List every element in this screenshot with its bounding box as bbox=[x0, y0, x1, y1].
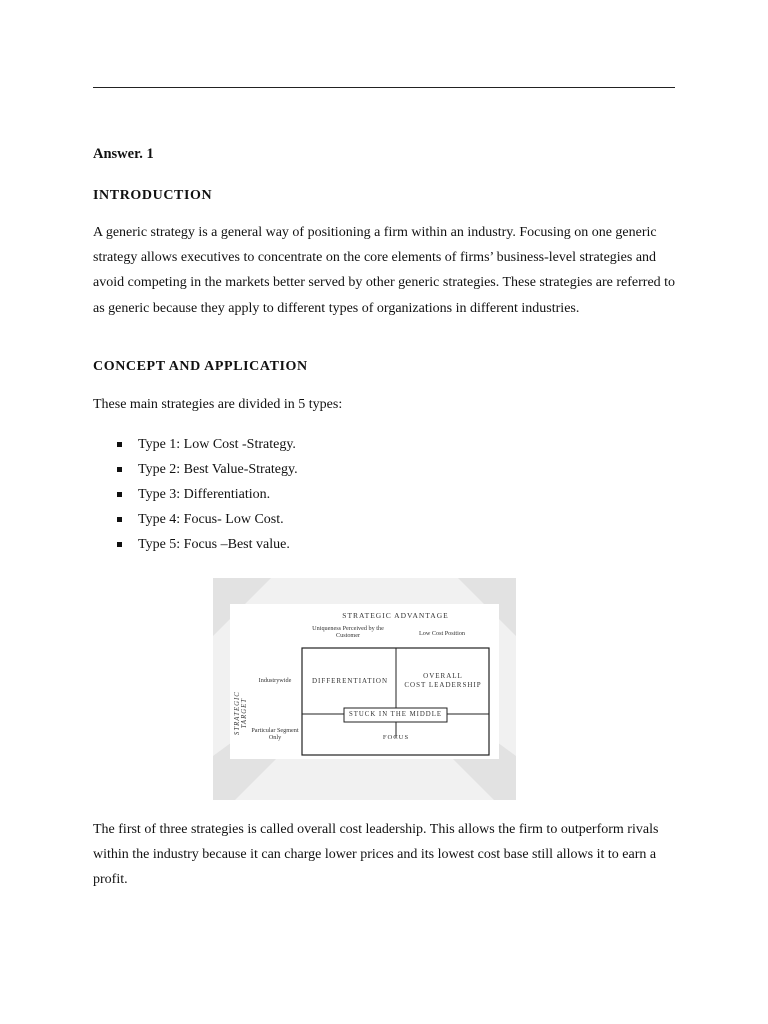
list-item-text: Type 5: Focus –Best value. bbox=[138, 537, 290, 552]
list-item bbox=[115, 509, 298, 534]
list-item bbox=[115, 534, 298, 559]
list-item bbox=[115, 484, 298, 509]
square-bullet-icon bbox=[117, 442, 122, 447]
generic-strategies-figure bbox=[213, 578, 516, 800]
column-label-low-cost: Low Cost Position bbox=[418, 630, 466, 637]
list-item-text: Type 3: Differentiation. bbox=[138, 487, 271, 502]
introduction-paragraph: A generic strategy is a general way of positioning a firm within an industry. Focusing on one generic strategy allows executives to concentrate on the core elements of firms’ business-level strategies and avoid competing in the markets better served by other generic strategies. These strategies are referred to as generic because they apply to different types of organizations in different industries. bbox=[93, 225, 676, 316]
side-label-strategic-target: STRATEGIC TARGET bbox=[233, 691, 248, 736]
strategy-type-list bbox=[115, 434, 298, 559]
concept-lead: These main strategies are divided in 5 types: bbox=[93, 397, 343, 412]
square-bullet-icon bbox=[117, 517, 122, 522]
cell-cost-leadership: COST LEADERSHIP bbox=[404, 681, 482, 689]
list-item-text: Type 4: Focus- Low Cost. bbox=[138, 512, 284, 527]
cell-stuck-in-the-middle: STUCK IN THE MIDDLE bbox=[348, 711, 443, 718]
concept-heading: CONCEPT AND APPLICATION bbox=[93, 359, 308, 374]
header-rule bbox=[93, 87, 675, 88]
closing-paragraph: The first of three strategies is called overall cost leadership. This allows the firm to outperform rivals within the industry because it can charge lower prices and its lowest cost base still allows it to earn a profit. bbox=[93, 822, 659, 888]
list-item-text: Type 1: Low Cost -Strategy. bbox=[138, 437, 296, 452]
row-label-segment: Particular Segment Only bbox=[251, 727, 299, 741]
answer-label: Answer. 1 bbox=[93, 146, 154, 162]
list-item bbox=[115, 434, 298, 459]
list-item-text: Type 2: Best Value-Strategy. bbox=[138, 462, 298, 477]
introduction-heading: INTRODUCTION bbox=[93, 188, 213, 203]
figure-title: STRATEGIC ADVANTAGE bbox=[342, 611, 449, 620]
square-bullet-icon bbox=[117, 467, 122, 472]
cell-overall: OVERALL bbox=[423, 672, 463, 680]
row-label-industrywide: Industrywide bbox=[258, 677, 292, 684]
cell-focus: FOCUS bbox=[382, 734, 410, 741]
column-label-uniqueness: Uniqueness Perceived by the Customer bbox=[312, 625, 384, 639]
cell-differentiation: DIFFERENTIATION bbox=[311, 677, 389, 685]
list-item bbox=[115, 459, 298, 484]
square-bullet-icon bbox=[117, 542, 122, 547]
square-bullet-icon bbox=[117, 492, 122, 497]
